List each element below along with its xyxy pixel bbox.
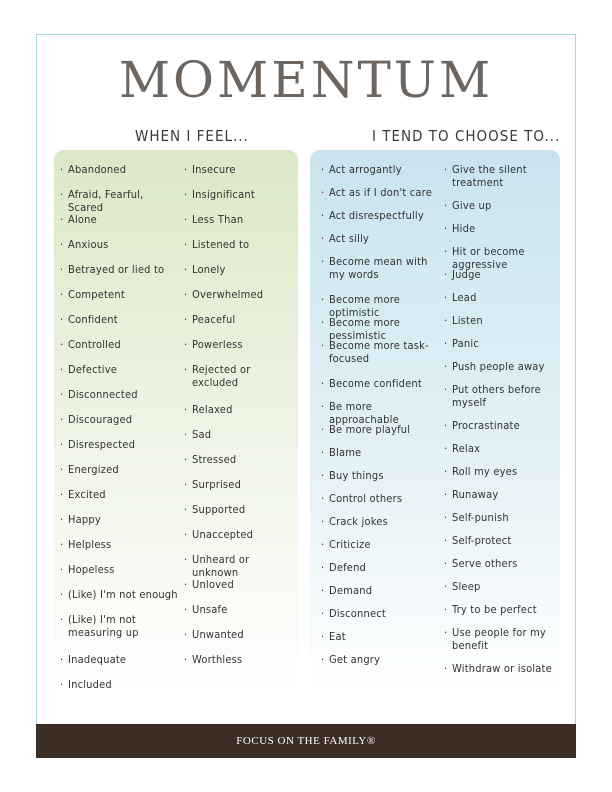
feel-column-header: WHEN I FEEL...: [135, 127, 249, 145]
list-item: · Control others: [321, 492, 439, 515]
list-item: · Use people for my benefit: [444, 626, 560, 662]
choices-list-1: [321, 163, 439, 676]
list-item: · Disrespected: [60, 438, 180, 463]
feelings-list-1: [60, 163, 180, 703]
list-item: · Become mean with my words: [321, 255, 439, 293]
list-item: · Worthless: [184, 653, 296, 678]
list-item: · Controlled: [60, 338, 180, 363]
list-item: · Put others before myself: [444, 383, 560, 419]
focus-on-the-family-logo: FOCUS ON THE FAMILY®: [236, 735, 376, 747]
list-item: · Happy: [60, 513, 180, 538]
list-item: · Try to be perfect: [444, 603, 560, 626]
choices-list-2: [444, 163, 560, 685]
list-item: · Act arrogantly: [321, 163, 439, 186]
list-item: · Overwhelmed: [184, 288, 296, 313]
list-item: · Helpless: [60, 538, 180, 563]
footer-bar: [36, 724, 576, 758]
list-item: · Unaccepted: [184, 528, 296, 553]
list-item: · Give the silent treatment: [444, 163, 560, 199]
list-item: · Demand: [321, 584, 439, 607]
list-item: · Defective: [60, 363, 180, 388]
page-title: MOMENTUM: [118, 51, 494, 109]
list-item: · Eat: [321, 630, 439, 653]
list-item: · Disconnect: [321, 607, 439, 630]
list-item: · Betrayed or lied to: [60, 263, 180, 288]
list-item: · Act silly: [321, 232, 439, 255]
list-item: · Discouraged: [60, 413, 180, 438]
list-item: · Confident: [60, 313, 180, 338]
list-item: · Self-protect: [444, 534, 560, 557]
list-item: · Be more playful: [321, 423, 439, 446]
list-item: · Peaceful: [184, 313, 296, 338]
list-item: · Anxious: [60, 238, 180, 263]
list-item: · Inadequate: [60, 653, 180, 678]
list-item: · Afraid, Fearful, Scared: [60, 188, 180, 213]
list-item: · Lonely: [184, 263, 296, 288]
list-item: · Relaxed: [184, 403, 296, 428]
list-item: · Included: [60, 678, 180, 703]
list-item: · Defend: [321, 561, 439, 584]
list-item: · Stressed: [184, 453, 296, 478]
list-item: · Blame: [321, 446, 439, 469]
list-item: · Relax: [444, 442, 560, 465]
list-item: · Get angry: [321, 653, 439, 676]
list-item: · Listened to: [184, 238, 296, 263]
list-item: · Powerless: [184, 338, 296, 363]
list-item: · Procrastinate: [444, 419, 560, 442]
list-item: · Less Than: [184, 213, 296, 238]
list-item: · Self-punish: [444, 511, 560, 534]
list-item: · Become more pessimistic: [321, 316, 439, 339]
list-item: · Abandoned: [60, 163, 180, 188]
list-item: · Listen: [444, 314, 560, 337]
list-item: · Energized: [60, 463, 180, 488]
list-item: · Disconnected: [60, 388, 180, 413]
list-item: · Give up: [444, 199, 560, 222]
list-item: · Serve others: [444, 557, 560, 580]
list-item: · Buy things: [321, 469, 439, 492]
list-item: · Surprised: [184, 478, 296, 503]
list-item: · Runaway: [444, 488, 560, 511]
list-item: · Unsafe: [184, 603, 296, 628]
list-item: · Insignificant: [184, 188, 296, 213]
list-item: · (Like) I'm not enough: [60, 588, 180, 613]
list-item: · Hide: [444, 222, 560, 245]
list-item: · Become more optimistic: [321, 293, 439, 316]
list-item: · (Like) I'm not measuring up: [60, 613, 180, 653]
list-item: · Competent: [60, 288, 180, 313]
list-item: · Push people away: [444, 360, 560, 383]
list-item: · Hit or become aggressive: [444, 245, 560, 268]
feelings-list-2: [184, 163, 296, 678]
list-item: · Supported: [184, 503, 296, 528]
list-item: · Act as if I don't care: [321, 186, 439, 209]
list-item: · Panic: [444, 337, 560, 360]
list-item: · Unloved: [184, 578, 296, 603]
list-item: · Excited: [60, 488, 180, 513]
list-item: · Unheard or unknown: [184, 553, 296, 578]
list-item: · Become more task-focused: [321, 339, 439, 377]
list-item: · Roll my eyes: [444, 465, 560, 488]
list-item: · Alone: [60, 213, 180, 238]
list-item: · Sad: [184, 428, 296, 453]
choose-column-header: I TEND TO CHOOSE TO...: [372, 127, 561, 145]
list-item: · Rejected or excluded: [184, 363, 296, 403]
list-item: · Withdraw or isolate: [444, 662, 560, 685]
list-item: · Become confident: [321, 377, 439, 400]
list-item: · Crack jokes: [321, 515, 439, 538]
list-item: · Act disrespectfully: [321, 209, 439, 232]
list-item: · Be more approachable: [321, 400, 439, 423]
list-item: · Unwanted: [184, 628, 296, 653]
list-item: · Insecure: [184, 163, 296, 188]
list-item: · Lead: [444, 291, 560, 314]
list-item: · Criticize: [321, 538, 439, 561]
list-item: · Judge: [444, 268, 560, 291]
list-item: · Hopeless: [60, 563, 180, 588]
list-item: · Sleep: [444, 580, 560, 603]
